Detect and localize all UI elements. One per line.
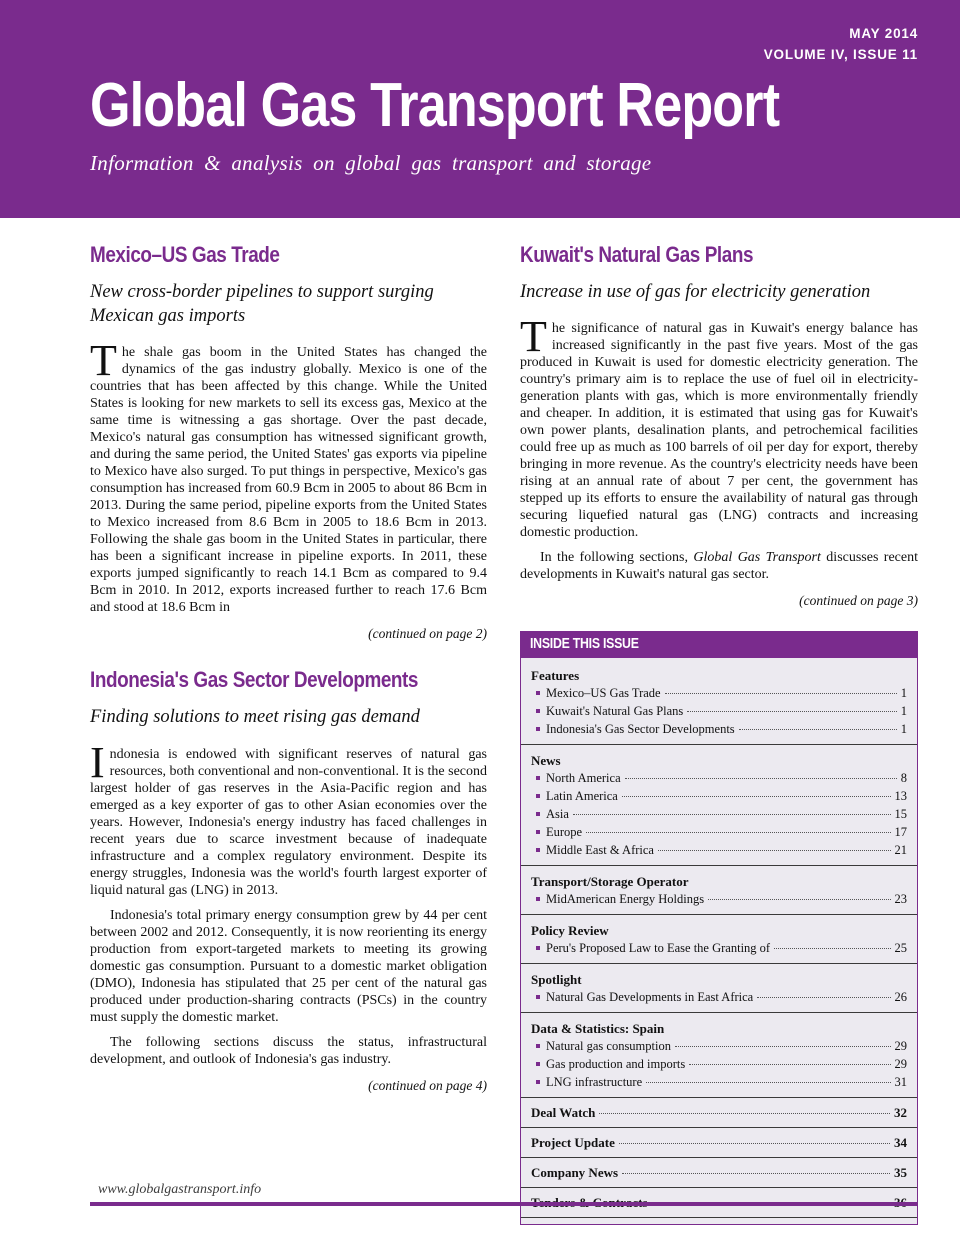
toc-item-label: Deal Watch xyxy=(531,1105,596,1121)
text-segment: In the following sections, xyxy=(540,550,694,566)
bullet-icon xyxy=(536,848,540,852)
toc-item xyxy=(531,787,907,805)
toc-page-number: 32 xyxy=(894,1105,907,1121)
website-link[interactable]: www.globalgastransport.info xyxy=(98,1182,262,1197)
toc-item-label: Peru's Proposed Law to Ease the Granting of xyxy=(546,941,771,956)
article-subheading: New cross-border pipelines to support surging Mexican gas imports xyxy=(90,282,434,327)
bullet-icon xyxy=(536,727,540,731)
toc-dotted-leader xyxy=(675,1046,891,1047)
toc-page-number: 35 xyxy=(894,1165,907,1181)
article-text: he significance of natural gas in Kuwait's energy balance has increased significantly in the past five years. Most of the gas produced in Kuwait is used for domestic electricity generation. The country's primary aim is to replace the use of fuel oil in electricity-generation plants with gas, which is more environmentally friendly and cheaper. In addition, it is estimated that using gas for Kuwait's own power plants, desalination plants, and petrochemical facilities could free up as much as 100 barrels of oil per day for export, thereby bringing in more revenue. As the country's electricity needs have been rising at an annual rate of about 7 per cent, the government has stepped up its efforts to ensure the availability of natural gas through securing liquefied natural gas (LNG) contracts and increasing domestic production. xyxy=(520,321,918,541)
article-paragraph xyxy=(90,737,487,899)
article-heading: Indonesia's Gas Sector Developments xyxy=(90,667,419,693)
dropcap: T xyxy=(520,312,547,362)
bullet-icon xyxy=(536,995,540,999)
toc-page-number: 1 xyxy=(900,686,907,701)
toc-dotted-leader xyxy=(573,814,891,815)
toc-group-title: Data & Statistics: Spain xyxy=(531,1021,665,1037)
article-paragraph xyxy=(90,336,487,616)
toc-dotted-leader xyxy=(689,1064,890,1065)
toc-group xyxy=(521,964,917,1013)
toc-dotted-leader xyxy=(646,1082,890,1083)
dropcap: T xyxy=(90,336,117,386)
article-paragraph: The following sections discuss the status, infrastructural development, and outlook of Indonesia's gas industry. xyxy=(90,1034,487,1067)
bullet-icon xyxy=(536,1044,540,1048)
bullet-icon xyxy=(536,812,540,816)
inside-this-issue-box xyxy=(520,631,918,1225)
toc-group-title: Spotlight xyxy=(531,972,582,988)
continued-note: (continued on page 4) xyxy=(368,1077,487,1093)
toc-item-label: Gas production and imports xyxy=(546,1057,686,1072)
bullet-icon xyxy=(536,1080,540,1084)
toc-dotted-leader xyxy=(665,693,897,694)
toc-group-title: Features xyxy=(531,668,580,684)
toc-item-label: Asia xyxy=(546,807,569,822)
toc-item xyxy=(531,702,907,720)
toc-page-number: 17 xyxy=(894,825,907,840)
bullet-icon xyxy=(536,691,540,695)
dropcap: I xyxy=(90,737,105,787)
article-text: ndonesia is endowed with significant reserves of natural gas resources, both conventional and non-conventional. It is the second largest holder of gas reserves in the Asia-Pacific region and has emerged as a key exporter of gas to other Asian economies over the years. However, Indonesia's energy industry has faced challenges in recent years due to scarce investment because of inadequate infrastructure and a complex regulatory environment. Despite its energy struggles, Indonesia was the world's fourth largest exporter of liquid natural gas (LNG) in 2013. xyxy=(90,746,487,898)
toc-page-number: 29 xyxy=(894,1057,907,1072)
toc-item-label: Middle East & Africa xyxy=(546,843,654,858)
article-paragraph: Indonesia's total primary energy consumption grew by 44 per cent between 2002 and 2012. Consequently, it is now reorienting its energy production from export-targeted markets to meeting its growing domestic gas consumption. Pursuant to a domestic market obligation (DMO), Indonesia has stipulated that 25 per cent of the natural gas produced under production-sharing contracts (PSCs) in the country must supply the domestic market. xyxy=(90,907,487,1025)
bullet-icon xyxy=(536,897,540,901)
toc-item-label: Kuwait's Natural Gas Plans xyxy=(546,704,684,719)
toc-page-number: 8 xyxy=(900,771,907,786)
toc-dotted-leader xyxy=(658,850,891,851)
bullet-icon xyxy=(536,794,540,798)
toc-group xyxy=(521,660,917,745)
toc-item-label: Project Update xyxy=(531,1135,615,1151)
right-column xyxy=(520,243,918,1225)
toc-item-label: Natural gas consumption xyxy=(546,1039,671,1054)
article-paragraph xyxy=(520,312,918,541)
toc-item xyxy=(531,1055,907,1073)
toc-dotted-leader xyxy=(708,899,890,900)
toc-group-title: Transport/Storage Operator xyxy=(531,874,689,890)
toc-dotted-leader xyxy=(774,948,890,949)
bullet-icon xyxy=(536,830,540,834)
toc-dotted-leader xyxy=(625,778,897,779)
issue-date: MAY 2014 xyxy=(849,26,918,41)
toc-page-number: 34 xyxy=(894,1135,907,1151)
toc-page-number: 25 xyxy=(894,941,907,956)
article-paragraph xyxy=(520,549,918,583)
toc-page-number: 13 xyxy=(894,789,907,804)
toc-page-number: 15 xyxy=(894,807,907,822)
toc-group xyxy=(521,1013,917,1098)
toc-page-number: 31 xyxy=(894,1075,907,1090)
toc-dotted-leader xyxy=(622,1173,890,1174)
toc-item xyxy=(521,1098,917,1128)
toc-item-label: MidAmerican Energy Holdings xyxy=(546,892,705,907)
toc-dotted-leader xyxy=(622,796,891,797)
bullet-icon xyxy=(536,946,540,950)
toc-page-number: 23 xyxy=(894,892,907,907)
toc-dotted-leader xyxy=(739,729,897,730)
toc-group-title: News xyxy=(531,753,561,769)
bullet-icon xyxy=(536,709,540,713)
toc-item xyxy=(531,890,907,908)
toc-group xyxy=(521,915,917,964)
bullet-icon xyxy=(536,776,540,780)
issue-volume: VOLUME IV, ISSUE 11 xyxy=(763,46,918,62)
text-segment: discusses recent developments in Kuwait's natural gas sector. xyxy=(520,550,919,583)
toc-dotted-leader xyxy=(687,711,896,712)
toc-item xyxy=(531,720,907,738)
toc-dotted-leader xyxy=(586,832,890,833)
article-heading: Kuwait's Natural Gas Plans xyxy=(520,242,754,267)
toc-item xyxy=(521,1128,917,1158)
toc-item xyxy=(531,1037,907,1055)
page-footer xyxy=(90,1182,918,1206)
toc-item-label: North America xyxy=(546,771,621,786)
article-subheading: Finding solutions to meet rising gas demand xyxy=(90,707,420,728)
toc-group xyxy=(521,745,917,866)
issue-info xyxy=(90,24,918,66)
page-content xyxy=(0,218,960,1225)
toc-item-label: Europe xyxy=(546,825,583,840)
toc-dotted-leader xyxy=(619,1143,890,1144)
toc-item-label: Indonesia's Gas Sector Developments xyxy=(546,722,735,737)
toc-item xyxy=(531,805,907,823)
masthead xyxy=(0,0,960,218)
toc-item-label: LNG infrastructure xyxy=(546,1075,643,1090)
toc-page-number: 29 xyxy=(894,1039,907,1054)
article-kuwait-natural-gas xyxy=(520,243,918,609)
toc-dotted-leader xyxy=(599,1113,890,1114)
toc-header xyxy=(520,631,918,658)
toc-page-number: 26 xyxy=(894,990,907,1005)
toc-item-label: Mexico–US Gas Trade xyxy=(546,686,661,701)
toc-item xyxy=(531,684,907,702)
left-column xyxy=(90,243,487,1225)
publication-tagline: Information & analysis on global gas transport and storage xyxy=(90,150,652,175)
toc-item xyxy=(531,823,907,841)
toc-item xyxy=(531,988,907,1006)
toc-dotted-leader xyxy=(757,997,890,998)
article-mexico-us-gas-trade xyxy=(90,243,487,642)
toc-item xyxy=(531,1073,907,1091)
toc-item xyxy=(531,939,907,957)
toc-page-number: 1 xyxy=(900,722,907,737)
toc-item xyxy=(531,769,907,787)
article-indonesia-gas-sector xyxy=(90,668,487,1093)
toc-item-label: Company News xyxy=(531,1165,619,1181)
publication-name-italic: Global Gas Transport xyxy=(693,550,821,566)
toc-item-label: Natural Gas Developments in East Africa xyxy=(546,990,754,1005)
toc-body xyxy=(520,658,918,1225)
article-subheading: Increase in use of gas for electricity generation xyxy=(520,282,871,303)
toc-group-title: Policy Review xyxy=(531,923,609,939)
publication-title: Global Gas Transport Report xyxy=(90,70,780,140)
toc-item-label: Latin America xyxy=(546,789,618,804)
footer-rule xyxy=(90,1202,918,1206)
continued-note: (continued on page 2) xyxy=(368,626,487,642)
continued-note: (continued on page 3) xyxy=(799,593,918,609)
toc-group xyxy=(521,866,917,915)
article-text: he shale gas boom in the United States has changed the dynamics of the gas industry globally. Mexico is one of the countries that has been affected by this change. While the United States is looking for new markets to sell its excess gas, Mexico at the same time is witnessing a gas shortage. Over the past decade, Mexico's natural gas consumption has witnessed significant growth, and during the same period, the United States' gas exports via pipeline to Mexico have also surged. To put things in perspective, Mexico's gas consumption has increased from 60.9 Bcm in 2005 to about 86 Bcm in 2013. During the same period, pipeline exports from the United States to Mexico increased from 8.6 Bcm in 2005 to 18.6 Bcm in 2013. Following the shale gas boom in the United States in particular, there has been a significant increase in pipeline exports. In 2011, these exports jumped significantly to reach 14.1 Bcm as compared to 9.4 Bcm in 2010. In 2012, exports increased further to reach 17.6 Bcm and stood at 18.6 Bcm in xyxy=(90,345,487,616)
toc-item xyxy=(531,841,907,859)
bullet-icon xyxy=(536,1062,540,1066)
toc-page-number: 1 xyxy=(900,704,907,719)
toc-page-number: 21 xyxy=(894,843,907,858)
toc-header-title: INSIDE THIS ISSUE xyxy=(530,636,639,653)
article-heading: Mexico–US Gas Trade xyxy=(90,242,280,267)
